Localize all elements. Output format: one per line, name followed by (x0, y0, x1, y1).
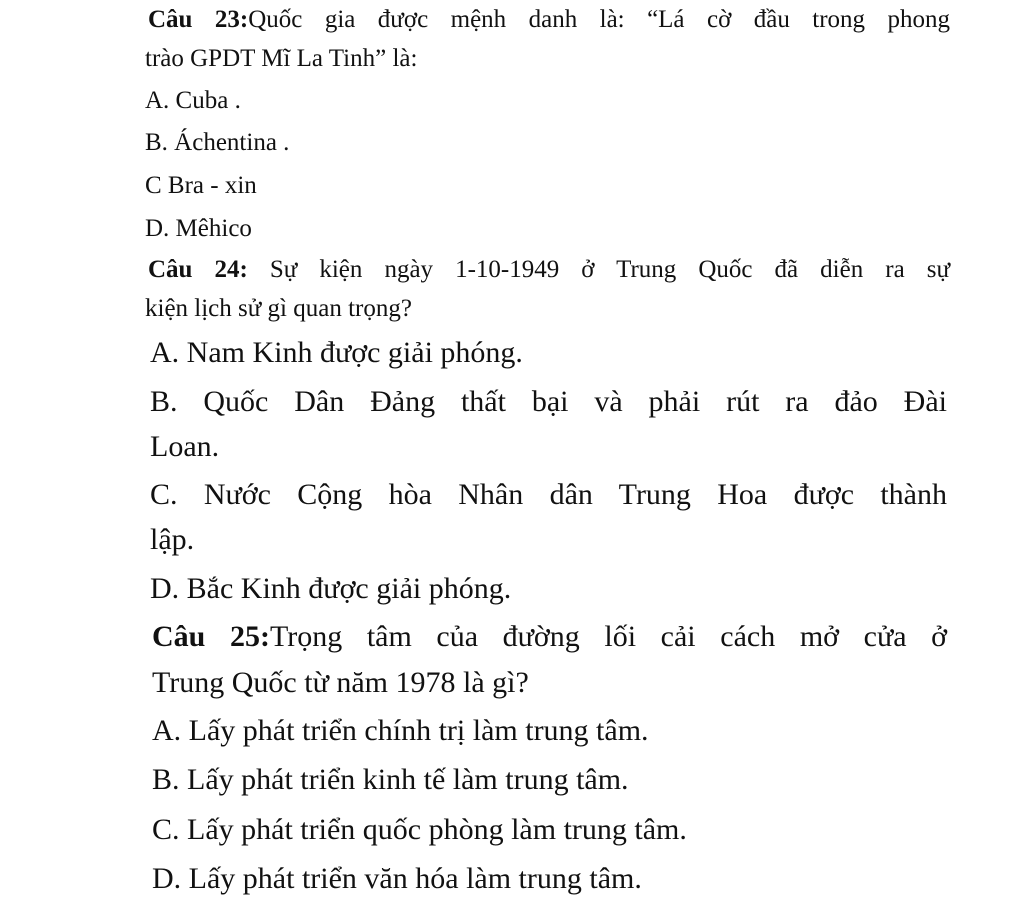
question-23-stem-line1 (148, 6, 950, 34)
question-24-number: Câu 24: (148, 256, 248, 283)
question-24-option-d: D. Bắc Kinh được giải phóng. (150, 572, 512, 605)
question-23-option-b: B. Áchentina . (145, 129, 290, 156)
question-25-option-c: C. Lấy phát triển quốc phòng làm trung tâm. (152, 813, 687, 846)
question-24-option-b-line2: Loan. (150, 430, 220, 463)
question-25-option-a: A. Lấy phát triển chính trị làm trung tâm. (152, 714, 649, 747)
question-24-stem-line2: kiện lịch sử gì quan trọng? (145, 295, 412, 322)
question-23-stem-line2: trào GPDT Mĩ La Tinh” là: (145, 45, 418, 72)
question-23-text: Quốc gia được mệnh danh là: “Lá cờ đầu trong phong (248, 6, 950, 33)
question-25-text: Trọng tâm của đường lối cải cách mở cửa ở (269, 620, 947, 653)
question-24-option-b-line1: B. Quốc Dân Đảng thất bại và phải rút ra đảo Đài (150, 385, 947, 418)
question-25-option-b: B. Lấy phát triển kinh tế làm trung tâm. (152, 763, 629, 796)
question-24-option-c-line1: C. Nước Cộng hòa Nhân dân Trung Hoa được thành (150, 478, 947, 511)
question-23-option-a: A. Cuba . (145, 87, 241, 114)
question-24-text: Sự kiện ngày 1-10-1949 ở Trung Quốc đã diễn ra sự (247, 256, 950, 283)
question-24-option-c-line2: lập. (150, 523, 195, 556)
question-24-stem-line1 (148, 256, 950, 284)
question-25-option-d: D. Lấy phát triển văn hóa làm trung tâm. (152, 862, 642, 895)
question-25-stem-line1 (152, 620, 947, 654)
question-25-stem-line2: Trung Quốc từ năm 1978 là gì? (152, 666, 529, 699)
question-23-option-d: D. Mêhico (145, 215, 252, 242)
question-25-number: Câu 25: (152, 620, 270, 653)
question-23-number: Câu 23: (148, 6, 249, 33)
question-23-option-c: C Bra - xin (145, 172, 257, 199)
question-24-option-a: A. Nam Kinh được giải phóng. (150, 336, 523, 369)
